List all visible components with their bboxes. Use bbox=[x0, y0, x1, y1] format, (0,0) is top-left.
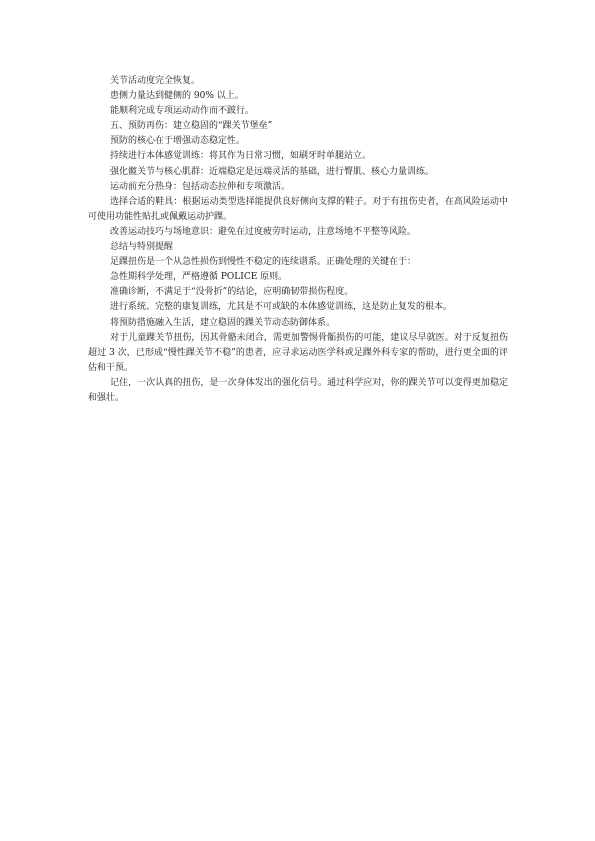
paragraph-closing: 记住，一次认真的扭伤，是一次身体发出的强化信号。通过科学应对，你的踝关节可以变得更加稳定和强壮。 bbox=[88, 377, 508, 403]
section-heading-prevention: 五、预防再伤：建立稳固的“踝关节堡垒” bbox=[110, 121, 273, 132]
paragraph-rehab: 进行系统、完整的康复训练，尤其是不可或缺的本体感觉训练，这是防止复发的根本。 bbox=[110, 302, 453, 313]
paragraph-function-criteria: 能顺利完成专项运动动作而不跛行。 bbox=[110, 106, 255, 117]
paragraph-prevention-core: 预防的核心在于增强动态稳定性。 bbox=[110, 136, 246, 147]
paragraph-strength-criteria: 患侧力量达到健侧的 90% 以上。 bbox=[110, 91, 244, 102]
paragraph-rom-criteria: 关节活动度完全恢复。 bbox=[110, 76, 201, 86]
section-heading-summary: 总结与特别提醒 bbox=[110, 242, 174, 253]
document-body bbox=[88, 74, 508, 406]
paragraph-diagnosis: 准确诊断，不满足于“没骨折”的结论，应明确韧带损伤程度。 bbox=[110, 287, 354, 298]
paragraph-prevention-life: 将预防措施融入生活，建立稳固的踝关节动态防御体系。 bbox=[110, 317, 336, 328]
paragraph-warmup: 运动前充分热身：包括动态拉伸和专项激活。 bbox=[110, 181, 291, 192]
paragraph-hip-core: 强化髋关节与核心肌群：近端稳定是远端灵活的基础，进行臀肌、核心力量训练。 bbox=[110, 166, 435, 177]
paragraph-proprioception: 持续进行本体感觉训练：将其作为日常习惯，如刷牙时单腿站立。 bbox=[110, 151, 372, 162]
paragraph-summary-intro: 足踝扭伤是一个从急性损伤到慢性不稳定的连续谱系。正确处理的关键在于： bbox=[110, 257, 417, 268]
paragraph-technique: 改善运动技巧与场地意识：避免在过度疲劳时运动，注意场地不平整等风险。 bbox=[110, 226, 417, 237]
paragraph-footwear: 选择合适的鞋具：根据运动类型选择能提供良好侧向支撑的鞋子。对于有扭伤史者，在高风险运动中可使用功能性贴扎或佩戴运动护踝。 bbox=[88, 196, 508, 222]
paragraph-children-chronic: 对于儿童踝关节扭伤，因其骨骼未闭合，需更加警惕骨骺损伤的可能，建议尽早就医。对于反复扭伤超过 3 次，已形成“慢性踝关节不稳”的患者，应寻求运动医学科或足踝外科专家的帮助，进行更全面的评估和干预。 bbox=[88, 332, 508, 373]
paragraph-acute-care: 急性期科学处理，严格遵循 POLICE 原则。 bbox=[110, 272, 288, 283]
